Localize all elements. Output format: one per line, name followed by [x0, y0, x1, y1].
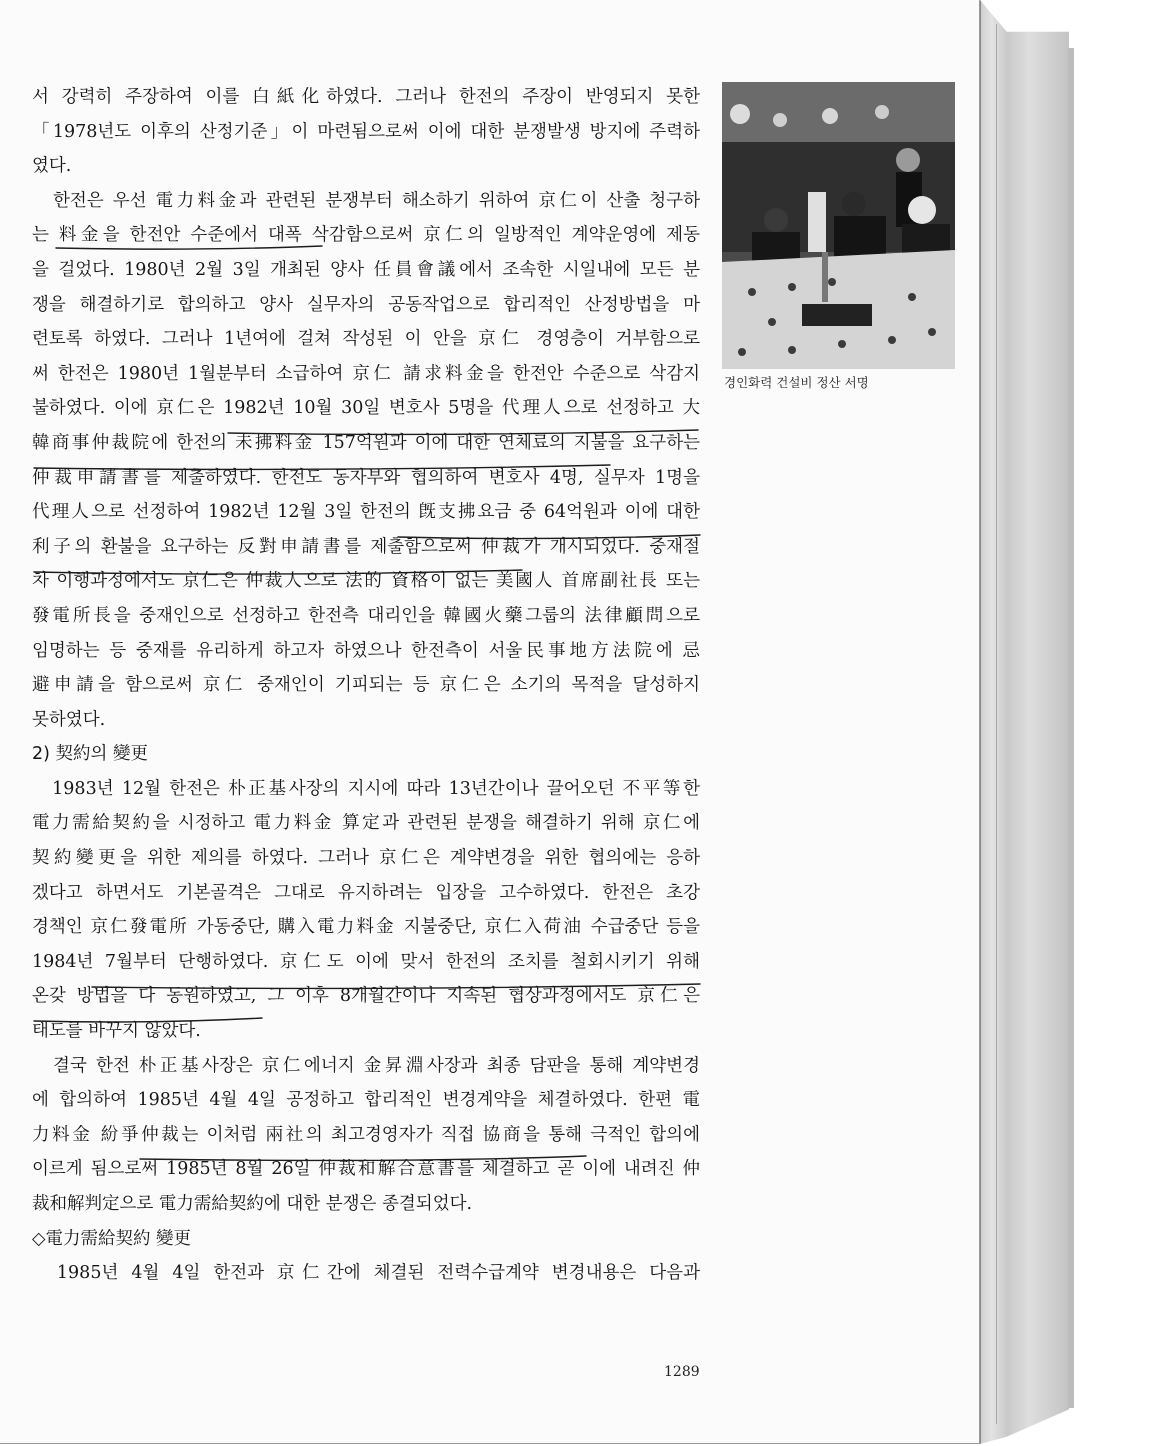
text-line: 契約變更을 위한 제의를 하였다. 그러나 京仁은 계약변경을 위한 협의에는 응하: [32, 848, 700, 869]
text-line: 써 한전은 1980년 1월분부터 소급하여 京仁 請求料金을 한전안 수준으로 삭감지: [32, 363, 700, 384]
text-line: 力料金 紛爭仲裁는 이처럼 兩社의 최고경영자가 직접 協商을 통해 극적인 합의에: [32, 1124, 700, 1145]
photo-illustration: [722, 82, 955, 369]
text-line: 는 料金을 한전안 수준에서 대폭 삭감함으로써 京仁의 일방적인 계약운영에 제동: [32, 225, 700, 246]
text-line: 1984년 7월부터 단행하였다. 京仁도 이에 맞서 한전의 조치를 철회시키기 위해: [32, 951, 700, 972]
text-line: 發電所長을 중재인으로 선정하고 한전측 대리인을 韓國火藥그룹의 法律顧問으로: [32, 605, 700, 626]
text-line: 에 합의하여 1985년 4월 4일 공정하고 합리적인 변경계약을 체결하였다. 한편 電: [32, 1090, 700, 1111]
text-line: 련토록 하였다. 그러나 1년여에 걸쳐 작성된 이 안을 京仁 경영층이 거부함으로: [32, 329, 700, 350]
text-line: 電力需給契約을 시정하고 電力料金 算定과 관련된 분쟁을 해결하기 위해 京仁에: [32, 813, 700, 834]
body-text: [32, 80, 700, 1291]
text-line: 임명하는 등 중재를 유리하게 하고자 하였으나 한전측이 서울民事地方法院에 忌: [32, 640, 700, 661]
page-edge-line: [996, 24, 997, 1424]
text-line: 1985년 4월 4일 한전과 京仁간에 체결된 전력수급계약 변경내용은 다음과: [32, 1263, 700, 1284]
signing-photo: [722, 82, 955, 369]
text-line: 겠다고 하면서도 기본골격은 그대로 유지하려는 입장을 고수하였다. 한전은 초강: [32, 882, 700, 903]
text-line: 온갖 방법을 다 동원하였고, 그 이후 8개월간이나 지속된 협상과정에서도 京仁은: [32, 986, 700, 1007]
text-line: 태도를 바꾸지 않았다.: [32, 1021, 201, 1042]
section-heading: 2) 契約의 變更: [32, 744, 148, 765]
text-line: 이르게 됨으로써 1985년 8월 26일 仲裁和解合意書를 체결하고 곧 이에 내려진 仲: [32, 1159, 700, 1180]
photo-caption: 경인화력 건설비 정산 서명: [724, 375, 869, 390]
text-line: 불하였다. 이에 京仁은 1982년 10월 30일 변호사 5명을 代理人으로 선정하고 大: [32, 398, 700, 419]
page-edge-stack: [980, 0, 1069, 1444]
text-line: 한전은 우선 電力料金과 관련된 분쟁부터 해소하기 위하여 京仁이 산출 청구하: [32, 190, 700, 211]
page-number: 1289: [664, 1364, 700, 1380]
text-line: 韓商事仲裁院에 한전의 未拂料金 157억원과 이에 대한 연체료의 지불을 요구하는: [32, 432, 700, 453]
text-line: 못하였다.: [32, 709, 106, 730]
text-line: 경책인 京仁發電所 가동중단, 購入電力料金 지불중단, 京仁入荷油 수급중단 등을: [32, 917, 700, 938]
text-line: 였다.: [32, 156, 72, 177]
text-line: 을 걸었다. 1980년 2월 3일 개최된 양사 任員會議에서 조속한 시일내에 모든 분: [32, 259, 700, 280]
text-line: 仲裁申請書를 제출하였다. 한전도 동자부와 협의하여 변호사 4명, 실무자 1명을: [32, 467, 700, 488]
text-line: 결국 한전 朴正基사장은 京仁에너지 金昇淵사장과 최종 담판을 통해 계약변경: [32, 1055, 700, 1076]
page-edge-shadow: [1068, 48, 1074, 1408]
text-line: 利子의 환불을 요구하는 反對申請書를 제출함으로써 仲裁가 개시되었다. 중재절: [32, 536, 700, 557]
text-line: 代理人으로 선정하여 1982년 12월 3일 한전의 旣支拂요금 중 64억원과 이에 대한: [32, 502, 700, 523]
text-line: 서 강력히 주장하여 이를 白紙化하였다. 그러나 한전의 주장이 반영되지 못한: [32, 87, 700, 107]
text-line: 쟁을 해결하기로 합의하고 양사 실무자의 공동작업으로 합리적인 산정방법을 마: [32, 294, 700, 315]
subheading: ◇電力需給契約 變更: [32, 1228, 192, 1249]
text-line: 1983년 12월 한전은 朴正基사장의 지시에 따라 13년간이나 끌어오던 不平等한: [32, 778, 700, 799]
text-line: 「1978년도 이후의 산정기준」이 마련됨으로써 이에 대한 분쟁발생 방지에 주력하: [32, 121, 700, 142]
text-line: 避申請을 함으로써 京仁 중재인이 기피되는 등 京仁은 소기의 목적을 달성하지: [32, 675, 700, 696]
text-line: 차 이행과정에서도 京仁은 仲裁人으로 法的 資格이 없는 美國人 首席副社長 또는: [32, 571, 700, 592]
text-line: 裁和解判定으로 電力需給契約에 대한 분쟁은 종결되었다.: [32, 1194, 473, 1214]
